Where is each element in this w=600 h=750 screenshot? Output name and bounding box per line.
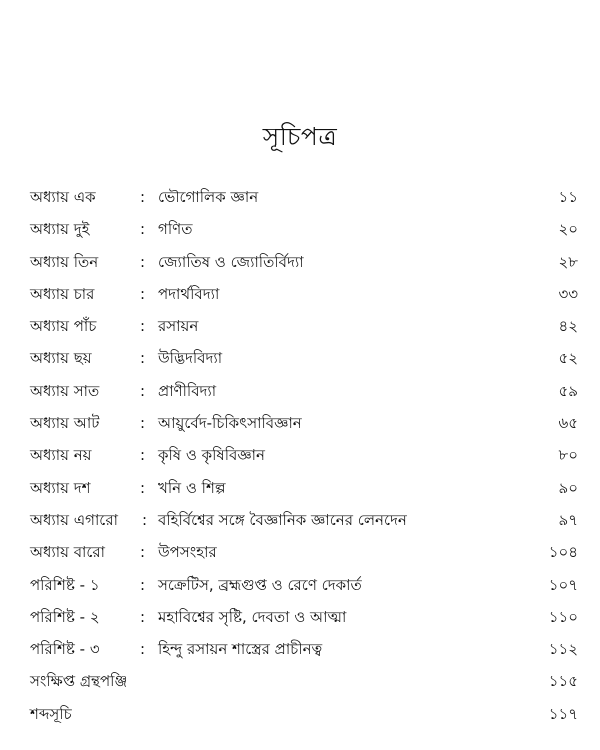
- toc-page-number: ১১৫: [548, 672, 578, 691]
- toc-separator: :: [140, 284, 146, 303]
- toc-label: সংক্ষিপ্ত গ্রন্থপঞ্জি: [30, 672, 128, 691]
- toc-separator: :: [140, 543, 146, 562]
- toc-label: অধ্যায় তিন: [30, 252, 99, 271]
- toc-label: অধ্যায় নয়: [30, 446, 92, 465]
- table-of-contents: [30, 186, 578, 735]
- toc-title: বহির্বিশ্বের সঙ্গে বৈজ্ঞানিক জ্ঞানের লেনদেন: [158, 510, 407, 529]
- toc-entry-2: [30, 218, 578, 250]
- toc-separator: :: [140, 478, 146, 497]
- toc-page-number: ৬৫: [558, 414, 578, 433]
- toc-separator: :: [140, 575, 146, 594]
- toc-page-number: ১০৪: [548, 543, 578, 562]
- toc-page-number: ৪২: [558, 317, 578, 336]
- toc-entry-7: [30, 380, 578, 412]
- toc-page-number: ২৮: [558, 252, 578, 271]
- toc-label: অধ্যায় ছয়: [30, 349, 92, 368]
- toc-title: গণিত: [158, 220, 193, 239]
- toc-page-number: ৮০: [558, 446, 578, 465]
- toc-page-number: ৩৩: [558, 284, 578, 303]
- toc-entry-13: [30, 574, 578, 606]
- toc-title: ভৌগোলিক জ্ঞান: [158, 188, 259, 206]
- toc-entry-3: [30, 251, 578, 283]
- toc-entry-5: [30, 315, 578, 347]
- toc-separator: :: [140, 252, 146, 271]
- toc-separator: :: [140, 349, 146, 368]
- toc-label: শব্দসূচি: [30, 704, 72, 723]
- toc-label: পরিশিষ্ট - ১: [30, 575, 100, 594]
- toc-entry-15: [30, 638, 578, 670]
- toc-separator: :: [140, 220, 146, 239]
- toc-title: মহাবিশ্বের সৃষ্টি, দেবতা ও আত্মা: [158, 607, 347, 626]
- toc-page-number: ৯০: [558, 478, 578, 497]
- toc-label: অধ্যায় চার: [30, 284, 95, 303]
- toc-title: সক্রেটিস, ব্রহ্মগুপ্ত ও রেণে দেকার্ত: [158, 575, 362, 594]
- toc-separator: :: [142, 510, 148, 529]
- toc-separator: :: [140, 446, 146, 465]
- toc-separator: :: [140, 317, 146, 336]
- toc-title: কৃষি ও কৃষিবিজ্ঞান: [158, 446, 265, 465]
- toc-page-number: ১০৭: [548, 575, 578, 594]
- toc-entry-10: [30, 477, 578, 509]
- toc-entry-14: [30, 606, 578, 638]
- toc-label: পরিশিষ্ট - ২: [30, 607, 100, 626]
- toc-label: অধ্যায় দশ: [30, 478, 91, 497]
- toc-label: অধ্যায় পাঁচ: [30, 317, 97, 336]
- toc-title: হিন্দু রসায়ন শাস্ত্রের প্রাচীনত্ব: [158, 640, 323, 659]
- toc-entry-11: [30, 509, 578, 541]
- toc-entry-12: [30, 541, 578, 573]
- toc-page-number: ৯৭: [558, 510, 578, 529]
- toc-page-number: ১১: [558, 188, 578, 206]
- toc-label: অধ্যায় আট: [30, 414, 100, 433]
- toc-label: অধ্যায় এক: [30, 188, 96, 206]
- toc-title: জ্যোতিষ ও জ্যোতির্বিদ্যা: [158, 252, 304, 271]
- page-title: সূচিপত্র: [262, 122, 338, 151]
- toc-separator: :: [140, 188, 146, 206]
- toc-title: খনি ও শিল্প: [158, 478, 226, 497]
- toc-label: অধ্যায় বারো: [30, 543, 106, 562]
- toc-separator: :: [140, 607, 146, 626]
- toc-page-number: ২০: [558, 220, 578, 239]
- toc-separator: :: [140, 414, 146, 433]
- toc-entry-8: [30, 412, 578, 444]
- toc-title: পদার্থবিদ্যা: [158, 284, 220, 303]
- toc-title: উপসংহার: [158, 543, 217, 562]
- toc-label: অধ্যায় এগারো: [30, 510, 118, 529]
- toc-entry-6: [30, 347, 578, 379]
- toc-separator: :: [140, 381, 146, 400]
- toc-entry-9: [30, 444, 578, 476]
- toc-title: প্রাণীবিদ্যা: [158, 381, 217, 400]
- toc-page-number: ১১২: [548, 640, 578, 659]
- toc-title: আয়ুর্বেদ-চিকিৎসাবিজ্ঞান: [158, 414, 302, 433]
- toc-page-number: ১১০: [548, 607, 578, 626]
- toc-title: রসায়ন: [158, 317, 199, 336]
- toc-entry-16: [30, 670, 578, 702]
- toc-page-number: ৫২: [558, 349, 578, 368]
- toc-label: অধ্যায় সাত: [30, 381, 100, 400]
- toc-label: অধ্যায় দুই: [30, 220, 90, 239]
- toc-entry-4: [30, 283, 578, 315]
- toc-page-number: ১১৭: [548, 704, 578, 723]
- toc-entry-1: [30, 186, 578, 218]
- toc-label: পরিশিষ্ট - ৩: [30, 640, 100, 659]
- toc-entry-17: [30, 703, 578, 735]
- toc-page-number: ৫৯: [558, 381, 578, 400]
- toc-title: উদ্ভিদবিদ্যা: [158, 349, 223, 368]
- toc-separator: :: [140, 640, 146, 659]
